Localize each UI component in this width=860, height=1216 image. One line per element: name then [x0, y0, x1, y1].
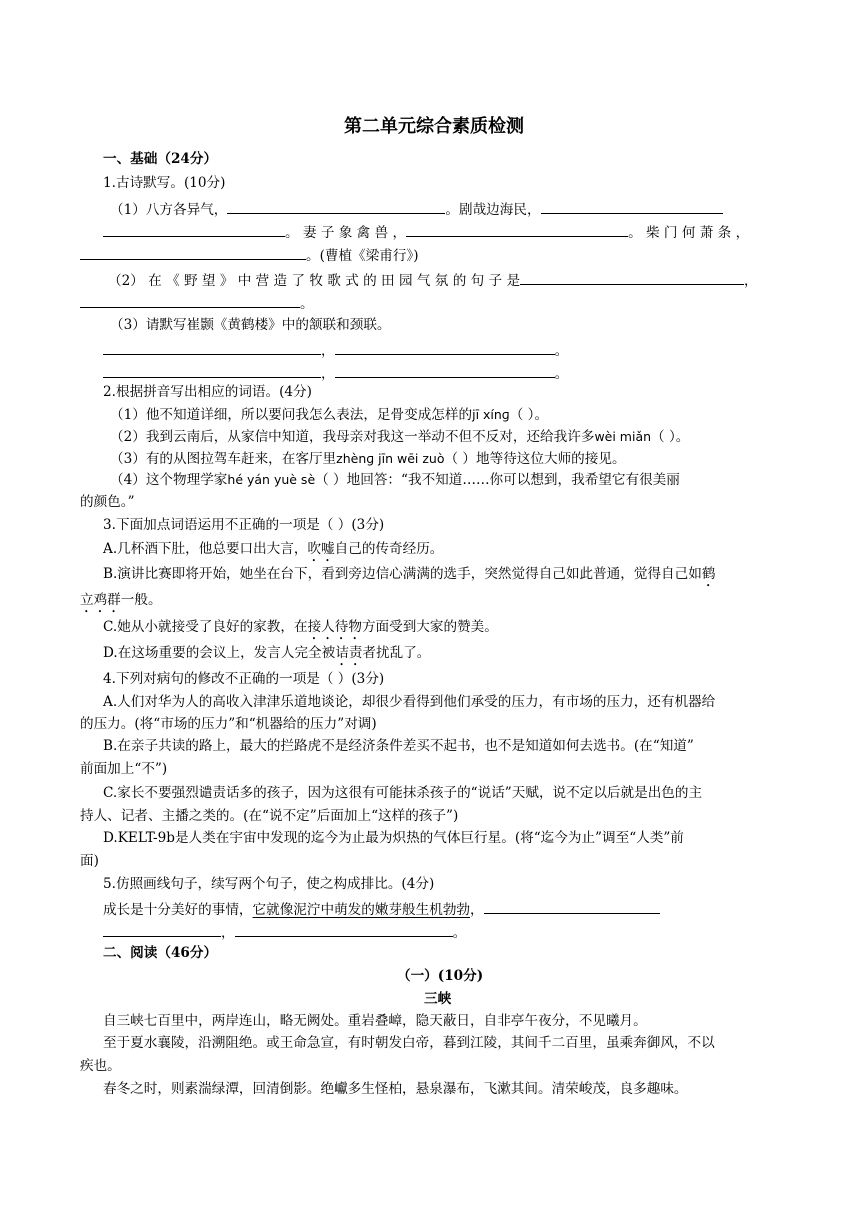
- question-4-option-b: B.在亲子共读的路上，最大的拦路虎不是经济条件差买不起书，也不是知道如何去选书。(在“知道”: [103, 738, 694, 754]
- answer-blank[interactable]: [80, 245, 306, 260]
- question-5-stem: 5.仿照画线句子，续写两个句子，使之构成排比。(4分): [103, 876, 435, 892]
- section-heading-reading: 二、阅读（46分）: [103, 945, 218, 961]
- reading-paragraph-2-line-2: 疾也。: [80, 1058, 121, 1074]
- pinyin: hé yán yuè sè: [227, 472, 316, 487]
- option-text: 方面受到大家的赞美。: [361, 619, 498, 635]
- reading-paragraph-1: 自三峡七百里中，两岸连山，略无阙处。重岩叠嶂，隐天蔽日，自非亭午夜分，不见曦月。: [103, 1013, 647, 1029]
- answer-blank[interactable]: [80, 293, 300, 308]
- q5-text-pre: 成长是十分美好的事情，: [103, 902, 253, 918]
- reading-part-label: （一）(10分): [397, 968, 484, 984]
- answer-blank[interactable]: [406, 222, 628, 237]
- option-text: B.演讲比赛即将开始，她坐在台下，看到旁边信心满满的选手，突然觉得自己如此普通，觉得自己如: [103, 566, 702, 582]
- question-3-option-a: [103, 541, 443, 565]
- answer-blank[interactable]: [541, 199, 723, 214]
- question-1-part-3-line-2: [103, 363, 568, 383]
- question-4-option-a-line-2: 的压力。(将“市场的压力”和“机器给的压力”对调): [80, 716, 377, 732]
- question-4-option-d: D.KELT-9b是人类在宇宙中发现的迄今为止最为炽热的气体巨行星。(将“迄今为止”调至“人类”前: [103, 830, 684, 846]
- option-text: A.几杯酒下肚，他总要口出大言，: [103, 541, 308, 557]
- question-3-option-b: [103, 566, 715, 590]
- answer-blank[interactable]: [227, 199, 445, 214]
- answer-blank[interactable]: [103, 222, 285, 237]
- period: 。: [300, 296, 314, 312]
- question-4-option-a: A.人们对华为人的高收入津津乐道地谈论，却很少看得到他们承受的压力，有市场的压力，还有机器给: [103, 694, 716, 710]
- question-2-item-1: [110, 406, 548, 424]
- reading-paragraph-2: 至于夏水襄陵，沿溯阻绝。或王命急宣，有时朝发白帝，暮到江陵，其间千二百里，虽乘奔御风，不以: [103, 1035, 715, 1051]
- question-4-option-d-line-2: 面): [80, 853, 99, 869]
- q1-p2-text: （2） 在 《 野 望 》 中 营 造 了 牧 歌 式 的 田 园 气 氛 的 句 子 是: [108, 273, 521, 289]
- q1-p1-prefix: （1）八方各异气，: [110, 202, 228, 218]
- question-4-option-c-line-2: 持人、记者、主播之类的。(在“说不定”后面加上“这样的孩子”): [80, 808, 459, 824]
- question-3-option-b-line-2: [80, 592, 162, 616]
- question-3-option-d: [103, 645, 430, 669]
- period: 。: [452, 925, 467, 941]
- section-heading-basics: 一、基础（24分）: [103, 151, 218, 167]
- question-4-stem: 4.下列对病句的修改不正确的一项是（ ）(3分): [103, 671, 385, 687]
- question-1-stem: 1.古诗默写。(10分): [103, 175, 226, 191]
- period: 。: [554, 343, 569, 359]
- pinyin: zhènɡ jīn wēi zuò: [336, 451, 445, 466]
- dotted-word: 接人待物: [307, 619, 362, 635]
- question-4-option-b-line-2: 前面加上“不”): [80, 761, 168, 777]
- answer-bracket[interactable]: （ ）地等待这位大师的接见。: [444, 451, 626, 467]
- option-text: C.她从小就接受了良好的家教，在: [103, 619, 308, 635]
- q2-s2-text: （2）我到云南后，从家信中知道，我母亲对我这一举动不但不反对，还给我许多: [110, 429, 595, 445]
- question-1-part-1-line-3: [80, 245, 419, 265]
- q1-p1-mid: 。剧哉边海民，: [445, 202, 541, 218]
- pinyin: jī xínɡ: [472, 407, 510, 422]
- period: 。: [554, 366, 569, 382]
- question-1-part-1: [110, 199, 723, 219]
- question-5-line-2: [103, 922, 466, 942]
- question-1-part-3: （3）请默写崔颢《黄鹤楼》中的颔联和颈联。: [110, 317, 391, 333]
- comma: ，: [470, 902, 484, 918]
- question-3-option-c: [103, 619, 498, 643]
- question-1-part-2: [108, 270, 758, 290]
- pinyin: wèi miǎn: [594, 429, 652, 444]
- comma: ，: [321, 366, 335, 382]
- answer-blank[interactable]: [520, 270, 744, 285]
- answer-blank[interactable]: [335, 363, 555, 378]
- question-2-item-4-line-2: 的颜色。”: [80, 494, 135, 510]
- answer-blank[interactable]: [484, 899, 660, 914]
- answer-blank[interactable]: [103, 363, 321, 378]
- answer-blank[interactable]: [335, 340, 555, 355]
- question-1-part-2-line-2: [80, 293, 314, 313]
- option-text: D.在这场重要的会议上，发言人完全被: [103, 645, 336, 661]
- question-1-part-1-line-2: [103, 222, 749, 242]
- reading-paragraph-3: 春冬之时，则素湍绿潭，回清倒影。绝巘多生怪柏，悬泉瀑布，飞漱其间。清荣峻茂，良多趣味。: [103, 1081, 688, 1097]
- answer-bracket[interactable]: （ ）地回答：“我不知道……你可以想到，我希望它有很美丽: [315, 472, 680, 488]
- question-4-option-c: C.家长不要强烈谴责话多的孩子，因为这很有可能抹杀孩子的“说话”天赋，说不定以后就是出色的主: [103, 785, 703, 801]
- answer-blank[interactable]: [103, 340, 321, 355]
- answer-blank[interactable]: [235, 922, 453, 937]
- answer-bracket[interactable]: （ ）。: [509, 407, 549, 423]
- answer-bracket[interactable]: （ ）。: [651, 429, 690, 445]
- question-2-item-2: [110, 428, 689, 446]
- question-3-stem: 3.下面加点词语运用不正确的一项是（ ）(3分): [103, 517, 385, 533]
- option-text: 者扰乱了。: [362, 645, 431, 661]
- comma: ，: [744, 273, 758, 289]
- underlined-sentence: 它就像泥泞中萌发的嫩芽般生机勃勃: [252, 902, 471, 918]
- question-1-part-3-line-1: [103, 340, 568, 360]
- page-title: 第二单元综合素质检测: [344, 116, 524, 137]
- answer-blank[interactable]: [103, 922, 221, 937]
- reading-title: 三峡: [424, 991, 452, 1007]
- option-text: 一般。: [120, 592, 162, 608]
- question-5-text: [103, 899, 660, 919]
- dotted-word: 立鸡群: [80, 592, 121, 608]
- option-text: 自己的传奇经历。: [334, 541, 444, 557]
- comma: ，: [321, 343, 335, 359]
- q1-p1-line2-mid: 。 妻 子 象 禽 兽 ，: [285, 225, 407, 241]
- q2-s1-text: （1）他不知道详细，所以要问我怎么表法，足骨变成怎样的: [110, 407, 473, 423]
- q2-s4-text: （4）这个物理学家: [110, 472, 228, 488]
- question-2-stem: 2.根据拼音写出相应的词语。(4分): [103, 384, 312, 400]
- q2-s3-text: （3）有的从图拉驾车赶来，在客厅里: [110, 451, 337, 467]
- q1-p1-source: 。(曹植《梁甫行》): [306, 248, 419, 264]
- dotted-word: 诘责: [335, 645, 363, 661]
- comma: ，: [221, 925, 235, 941]
- dotted-word: 吹嘘: [307, 541, 335, 557]
- dotted-word: 鹤: [701, 566, 716, 582]
- question-2-item-3: [110, 450, 626, 468]
- question-2-item-4: [110, 471, 680, 489]
- q1-p1-line2-end: 。 柴 门 何 萧 条 ，: [628, 225, 750, 241]
